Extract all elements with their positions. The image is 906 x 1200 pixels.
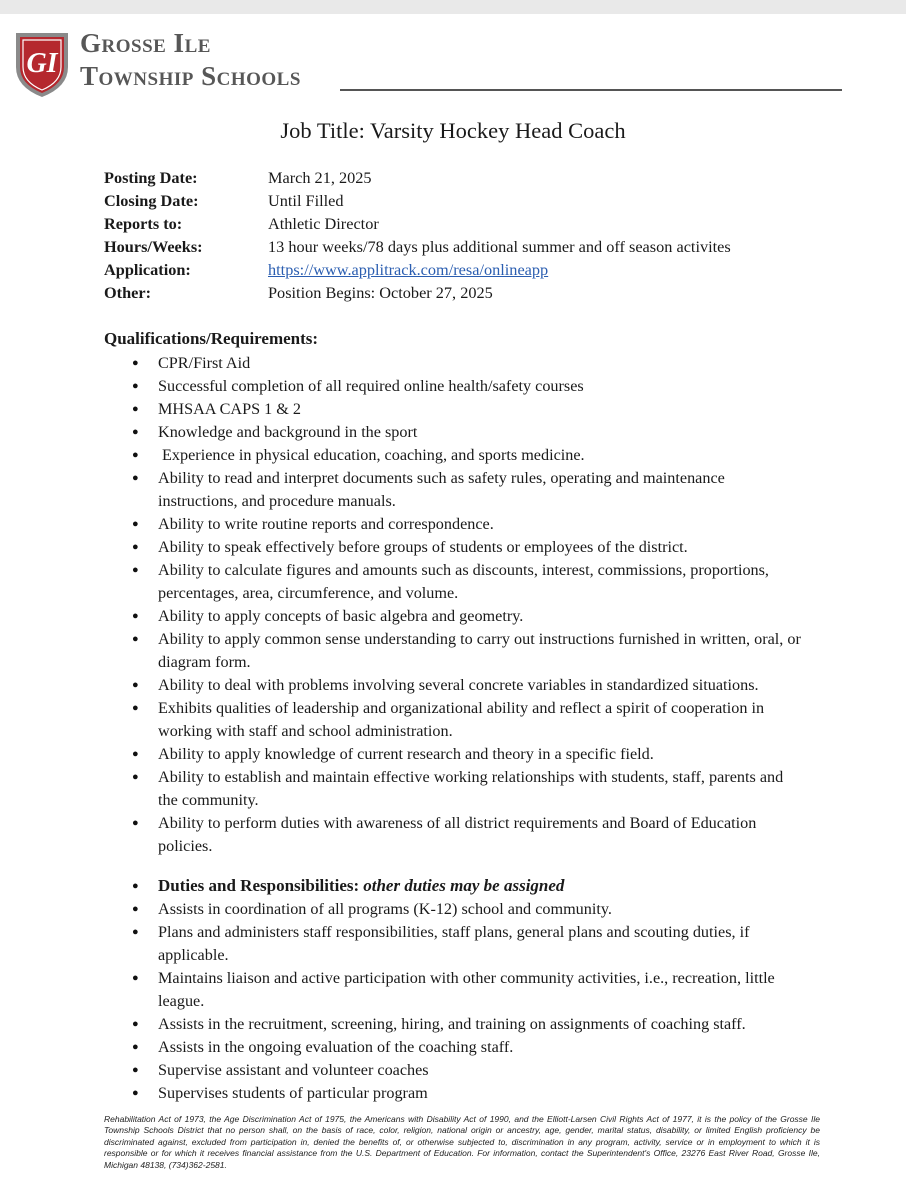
list-item: ● Maintains liaison and active participation with other community activities, i.e., recreation, little league.	[104, 967, 804, 1013]
nondiscrimination-footer: Rehabilitation Act of 1973, the Age Discrimination Act of 1975, the Americans with Disability Act of 1990, and the Elliott-Larsen Civil Rights Act of 1977, it is the policy of the Grosse Ile Township Schools District that no person shall, on the basis of race, color, religion, national origin or ancestry, age, gender, marital status, disability, or limited English proficiency be discriminated against, excluded from participation in, denied the benefits of, or otherwise subjected to, discrimination in any program, activity, service or in employment to which it is responsible or for which it receives financial assistance from the U.S. Department of Education. For information, contact the Superintendent's Office, 23276 East River Road, Grosse Ile, Michigan 48138, (734)362-2581.	[104, 1114, 820, 1170]
list-item: ● Assists in the ongoing evaluation of the coaching staff.	[104, 1036, 804, 1059]
info-value: 13 hour weeks/78 days plus additional summer and off season activites	[268, 236, 731, 256]
list-item: ● Assists in coordination of all programs (K-12) school and community.	[104, 898, 804, 921]
job-title: Job Title: Varsity Hockey Head Coach	[280, 118, 626, 143]
duties-list	[104, 874, 804, 1105]
list-item: ● Exhibits qualities of leadership and organizational ability and reflect a spirit of cooperation in working with staff and school administration.	[104, 697, 804, 743]
list-item: ● Ability to apply concepts of basic algebra and geometry.	[104, 605, 804, 628]
list-item: ● Supervises students of particular program	[104, 1082, 804, 1105]
qualifications-list	[104, 352, 804, 858]
info-value: Position Begins: October 27, 2025	[268, 282, 493, 302]
info-label: Reports to:	[104, 213, 183, 233]
duties-heading: Duties and Responsibilities:	[158, 876, 360, 895]
list-item: ● Ability to establish and maintain effective working relationships with students, staff, parents and the community.	[104, 766, 804, 812]
duties-subheading: other duties may be assigned	[363, 876, 565, 895]
info-value: Athletic Director	[268, 213, 379, 233]
info-row-other	[104, 281, 731, 304]
info-label: Other:	[104, 282, 152, 302]
list-item: ● Ability to calculate figures and amounts such as discounts, interest, commissions, proportions, percentages, area, circumference, and volume.	[104, 559, 804, 605]
list-item: ● MHSAA CAPS 1 & 2	[104, 398, 804, 421]
list-item: ● Ability to write routine reports and correspondence.	[104, 513, 804, 536]
list-item: ● Knowledge and background in the sport	[104, 421, 804, 444]
info-value: March 21, 2025	[268, 167, 372, 187]
job-info-table	[104, 166, 731, 304]
header-rule	[340, 89, 842, 91]
list-item: ● Ability to perform duties with awareness of all district requirements and Board of Education policies.	[104, 812, 804, 858]
info-label: Posting Date:	[104, 167, 198, 187]
top-bar	[0, 0, 906, 14]
school-name	[80, 30, 301, 90]
list-item: ● Successful completion of all required online health/safety courses	[104, 375, 804, 398]
school-name-line1: Grosse Ile	[80, 28, 211, 58]
list-item: ● Ability to apply knowledge of current research and theory in a specific field.	[104, 743, 804, 766]
info-row-closing-date	[104, 189, 731, 212]
info-row-reports-to	[104, 212, 731, 235]
list-item: ● Ability to speak effectively before groups of students or employees of the district.	[104, 536, 804, 559]
list-item: ● Assists in the recruitment, screening, hiring, and training on assignments of coaching staff.	[104, 1013, 804, 1036]
duties-heading-item	[104, 874, 804, 898]
info-value: Until Filled	[268, 190, 344, 210]
info-label: Closing Date:	[104, 190, 199, 210]
qualifications-heading: Qualifications/Requirements:	[104, 329, 319, 348]
list-item: ● CPR/First Aid	[104, 352, 804, 375]
info-row-hours-weeks	[104, 235, 731, 258]
school-name-line2: Township Schools	[80, 61, 301, 91]
list-item: ● Plans and administers staff responsibilities, staff plans, general plans and scouting duties, if applicable.	[104, 921, 804, 967]
application-link[interactable]: https://www.applitrack.com/resa/onlineapp	[268, 259, 549, 279]
info-row-application	[104, 258, 731, 281]
list-item: ● Ability to read and interpret documents such as safety rules, operating and maintenance instructions, and procedure manuals.	[104, 467, 804, 513]
list-item: ● Experience in physical education, coaching, and sports medicine.	[104, 444, 804, 467]
info-label: Hours/Weeks:	[104, 236, 203, 256]
logo-letters: GI	[26, 48, 58, 79]
info-row-posting-date	[104, 166, 731, 189]
list-item: ● Ability to apply common sense understanding to carry out instructions furnished in written, oral, or diagram form.	[104, 628, 804, 674]
list-item: ● Ability to deal with problems involving several concrete variables in standardized situations.	[104, 674, 804, 697]
school-logo	[12, 27, 72, 99]
list-item: ● Supervise assistant and volunteer coaches	[104, 1059, 804, 1082]
info-label: Application:	[104, 259, 191, 279]
